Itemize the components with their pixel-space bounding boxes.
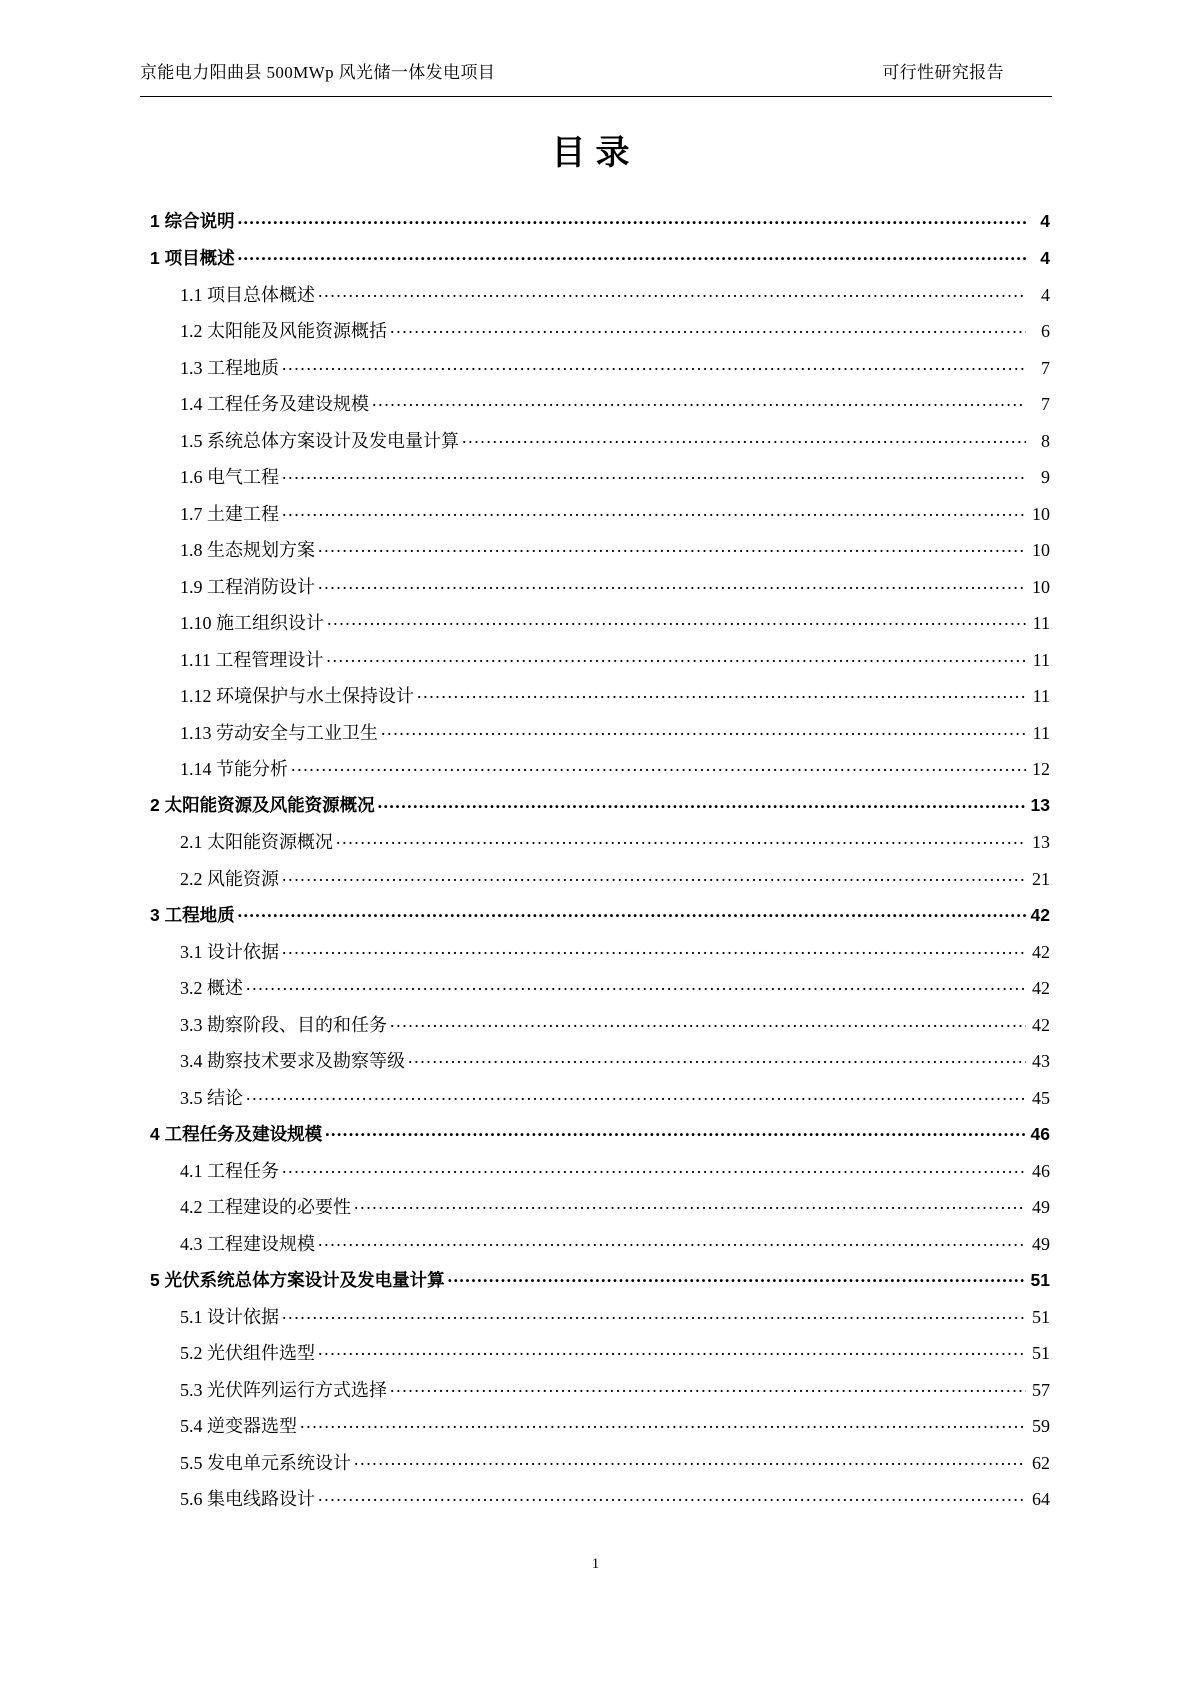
toc-leader-dots	[327, 611, 1026, 629]
toc-entry-label: 3.3 勘察阶段、目的和任务	[180, 1014, 387, 1035]
toc-entry-label: 3.1 设计依据	[180, 941, 279, 962]
toc-entry-label: 1.10 施工组织设计	[180, 613, 324, 633]
toc-leader-dots	[462, 429, 1026, 447]
toc-entry-label: 1 综合说明	[150, 211, 235, 231]
toc-entry[interactable]	[150, 1364, 1050, 1401]
toc-leader-dots	[381, 721, 1026, 739]
toc-entry-label: 2.1 太阳能资源概况	[180, 832, 333, 852]
toc-entry-page-number: 10	[1032, 540, 1050, 560]
toc-entry-label: 3.2 概述	[180, 978, 243, 998]
toc-entry-page-number: 4	[1040, 211, 1050, 231]
toc-entry-page-number: 51	[1032, 1343, 1050, 1363]
toc-entry[interactable]	[150, 1218, 1050, 1255]
toc-entry[interactable]	[150, 415, 1050, 452]
toc-entry-label: 1.6 电气工程	[180, 467, 279, 487]
toc-entry-label: 2.2 风能资源	[180, 868, 279, 889]
table-of-contents	[150, 196, 1050, 1510]
toc-leader-dots	[318, 575, 1026, 593]
toc-entry-page-number: 9	[1041, 467, 1050, 487]
toc-entry-page-number: 6	[1041, 321, 1050, 341]
toc-entry[interactable]	[150, 1291, 1050, 1328]
toc-entry-label: 1.2 太阳能及风能资源概括	[180, 321, 387, 341]
toc-entry-label: 1.1 项目总体概述	[180, 284, 315, 305]
toc-entry[interactable]	[150, 817, 1050, 854]
toc-entry[interactable]	[150, 853, 1050, 890]
toc-entry[interactable]	[150, 744, 1050, 781]
toc-entry-label: 5 光伏系统总体方案设计及发电量计算	[150, 1269, 445, 1290]
toc-leader-dots	[417, 684, 1026, 702]
header-document-type: 可行性研究报告	[882, 63, 1004, 82]
toc-entry[interactable]	[150, 269, 1050, 306]
toc-entry-label: 1.8 生态规划方案	[180, 540, 315, 560]
toc-leader-dots	[238, 904, 1026, 922]
toc-entry-page-number: 45	[1032, 1087, 1050, 1108]
toc-entry-label: 4.2 工程建设的必要性	[180, 1197, 351, 1217]
toc-entry-page-number: 42	[1032, 978, 1050, 998]
toc-entry-page-number: 11	[1032, 649, 1050, 670]
toc-leader-dots	[318, 538, 1026, 556]
toc-leader-dots	[336, 830, 1026, 848]
toc-entry[interactable]	[150, 1437, 1050, 1474]
toc-entry-label: 1.3 工程地质	[180, 357, 279, 378]
toc-entry[interactable]	[150, 890, 1050, 927]
toc-entry[interactable]	[150, 671, 1050, 708]
toc-entry[interactable]	[150, 1255, 1050, 1292]
toc-entry[interactable]	[150, 707, 1050, 744]
toc-leader-dots	[390, 1378, 1026, 1396]
toc-entry-page-number: 46	[1030, 1123, 1050, 1144]
toc-leader-dots	[238, 210, 1026, 228]
toc-entry[interactable]	[150, 196, 1050, 233]
toc-entry-label: 5.6 集电线路设计	[180, 1489, 315, 1509]
toc-entry[interactable]	[150, 342, 1050, 379]
toc-entry-label: 1.5 系统总体方案设计及发电量计算	[180, 430, 459, 451]
toc-entry-page-number: 11	[1032, 722, 1050, 743]
toc-leader-dots	[354, 1451, 1026, 1469]
toc-entry-label: 1.12 环境保护与水土保持设计	[180, 686, 414, 706]
toc-entry-label: 5.4 逆变器选型	[180, 1416, 297, 1436]
toc-entry[interactable]	[150, 634, 1050, 671]
header-divider	[140, 96, 1052, 97]
toc-leader-dots	[448, 1269, 1026, 1287]
toc-entry[interactable]	[150, 926, 1050, 963]
toc-leader-dots	[408, 1049, 1026, 1067]
toc-entry-page-number: 49	[1032, 1233, 1050, 1254]
toc-entry-page-number: 42	[1032, 1014, 1050, 1035]
toc-entry[interactable]	[150, 1328, 1050, 1365]
toc-leader-dots	[282, 1159, 1026, 1177]
page-header	[140, 58, 1052, 83]
toc-entry[interactable]	[150, 561, 1050, 598]
toc-entry-page-number: 42	[1030, 904, 1050, 925]
toc-entry-label: 1.9 工程消防设计	[180, 576, 315, 597]
toc-entry-label: 1.7 土建工程	[180, 503, 279, 524]
toc-entry-page-number: 51	[1032, 1306, 1050, 1327]
toc-entry[interactable]	[150, 780, 1050, 817]
toc-leader-dots	[246, 976, 1026, 994]
toc-entry-page-number: 13	[1030, 795, 1050, 815]
toc-entry-page-number: 57	[1032, 1379, 1050, 1400]
toc-leader-dots	[318, 1341, 1026, 1359]
toc-entry[interactable]	[150, 963, 1050, 1000]
toc-entry-label: 1.4 工程任务及建设规模	[180, 394, 369, 414]
toc-entry[interactable]	[150, 1474, 1050, 1511]
toc-entry[interactable]	[150, 306, 1050, 343]
toc-entry-page-number: 12	[1032, 759, 1050, 779]
toc-leader-dots	[246, 1086, 1026, 1104]
toc-leader-dots	[390, 319, 1026, 337]
toc-leader-dots	[282, 940, 1026, 958]
toc-entry[interactable]	[150, 598, 1050, 635]
toc-leader-dots	[300, 1414, 1026, 1432]
toc-entry-page-number: 21	[1032, 868, 1050, 889]
toc-leader-dots	[318, 1232, 1026, 1250]
toc-entry-label: 5.1 设计依据	[180, 1306, 279, 1327]
toc-entry[interactable]	[150, 999, 1050, 1036]
toc-entry-page-number: 42	[1032, 941, 1050, 962]
toc-entry-page-number: 11	[1032, 613, 1050, 633]
page-title: 目录	[551, 135, 640, 172]
toc-entry-page-number: 43	[1032, 1051, 1050, 1071]
toc-leader-dots	[390, 1013, 1026, 1031]
toc-leader-dots	[326, 648, 1026, 666]
toc-entry-page-number: 10	[1032, 503, 1050, 524]
toc-entry-label: 5.2 光伏组件选型	[180, 1343, 315, 1363]
toc-entry-page-number: 49	[1032, 1197, 1050, 1217]
toc-entry-page-number: 7	[1041, 394, 1050, 414]
footer-page-number: 1	[591, 1556, 600, 1572]
toc-leader-dots	[282, 867, 1026, 885]
toc-entry[interactable]	[150, 1145, 1050, 1182]
toc-leader-dots	[318, 1487, 1026, 1505]
toc-leader-dots	[291, 757, 1026, 775]
toc-leader-dots	[282, 1305, 1026, 1323]
toc-entry[interactable]	[150, 1182, 1050, 1219]
toc-entry-page-number: 13	[1032, 832, 1050, 852]
toc-entry-page-number: 11	[1032, 686, 1050, 706]
toc-entry-page-number: 64	[1032, 1489, 1050, 1509]
toc-entry-label: 1.14 节能分析	[180, 759, 288, 779]
toc-entry[interactable]	[150, 525, 1050, 562]
toc-entry-page-number: 7	[1041, 357, 1050, 378]
toc-entry-page-number: 8	[1041, 430, 1050, 451]
toc-entry-page-number: 46	[1032, 1160, 1050, 1181]
toc-leader-dots	[318, 283, 1026, 301]
toc-entry-label: 5.3 光伏阵列运行方式选择	[180, 1379, 387, 1400]
toc-entry-label: 1.11 工程管理设计	[180, 649, 324, 670]
toc-entry[interactable]	[150, 233, 1050, 270]
toc-entry[interactable]	[150, 488, 1050, 525]
toc-entry-label: 4.3 工程建设规模	[180, 1233, 315, 1254]
toc-leader-dots	[282, 502, 1026, 520]
toc-entry-page-number: 59	[1032, 1416, 1050, 1436]
toc-leader-dots	[378, 794, 1026, 812]
toc-leader-dots	[282, 465, 1026, 483]
toc-entry[interactable]	[150, 379, 1050, 416]
toc-entry[interactable]	[150, 1072, 1050, 1109]
toc-leader-dots	[372, 392, 1026, 410]
toc-leader-dots	[238, 247, 1026, 265]
toc-entry-label: 1 项目概述	[150, 247, 235, 268]
toc-entry-label: 2 太阳能资源及风能资源概况	[150, 795, 375, 815]
toc-entry-label: 5.5 发电单元系统设计	[180, 1452, 351, 1473]
header-project-title: 京能电力阳曲县 500MWp 风光储一体发电项目	[140, 63, 496, 82]
toc-entry[interactable]	[150, 452, 1050, 489]
toc-entry-page-number: 4	[1040, 247, 1050, 268]
toc-entry-label: 4 工程任务及建设规模	[150, 1123, 323, 1144]
toc-leader-dots	[325, 1123, 1026, 1141]
toc-entry-label: 1.13 劳动安全与工业卫生	[180, 722, 378, 743]
toc-entry-label: 4.1 工程任务	[180, 1160, 279, 1181]
toc-entry[interactable]	[150, 1109, 1050, 1146]
toc-leader-dots	[354, 1195, 1026, 1213]
toc-entry-page-number: 10	[1032, 576, 1050, 597]
toc-entry-page-number: 4	[1041, 284, 1050, 305]
toc-entry[interactable]	[150, 1401, 1050, 1438]
toc-entry-page-number: 62	[1032, 1452, 1050, 1473]
toc-leader-dots	[282, 356, 1026, 374]
toc-entry-label: 3 工程地质	[150, 904, 235, 925]
toc-entry-page-number: 51	[1030, 1269, 1050, 1290]
toc-entry-label: 3.4 勘察技术要求及勘察等级	[180, 1051, 405, 1071]
toc-entry-label: 3.5 结论	[180, 1087, 243, 1108]
toc-entry[interactable]	[150, 1036, 1050, 1073]
